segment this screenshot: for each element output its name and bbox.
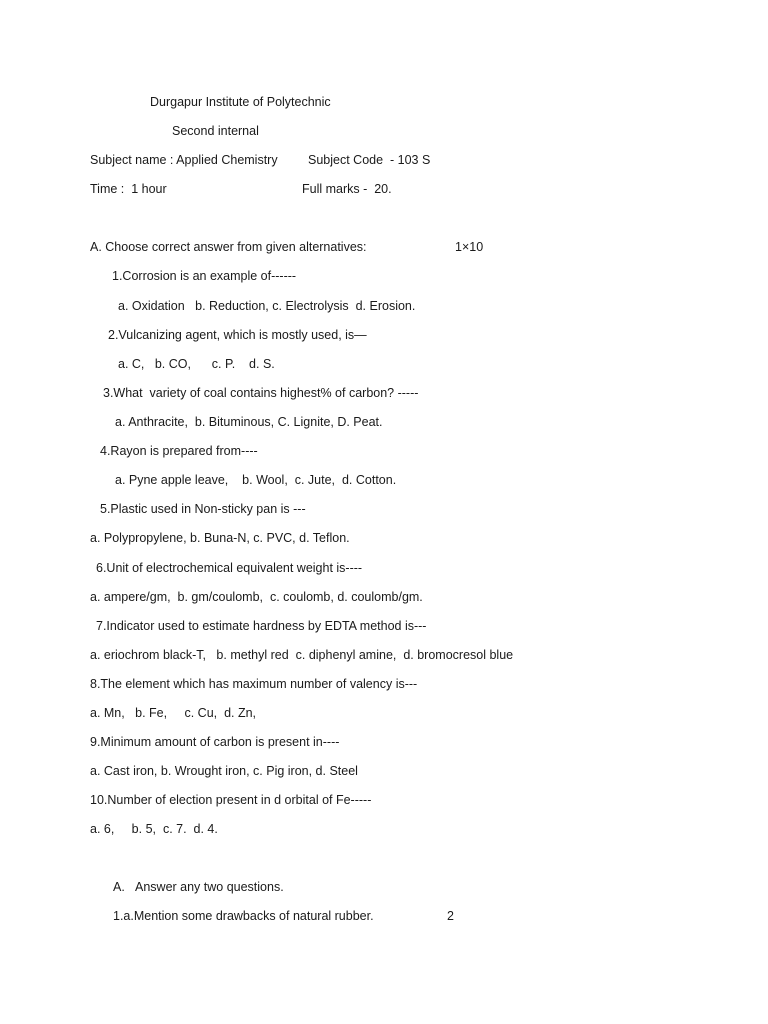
exam-title: Second internal	[172, 124, 259, 138]
section-b-label: A.	[113, 880, 125, 894]
section-b-instruction: Answer any two questions.	[135, 880, 284, 894]
exam-time: Time : 1 hour	[90, 182, 167, 196]
question-2: 2.Vulcanizing agent, which is mostly used, is—	[108, 328, 367, 342]
question-6-options: a. ampere/gm, b. gm/coulomb, c. coulomb, d. coulomb/gm.	[90, 590, 423, 604]
subject-name: Subject name : Applied Chemistry	[90, 153, 278, 167]
question-10: 10.Number of election present in d orbital of Fe-----	[90, 793, 372, 807]
question-9: 9.Minimum amount of carbon is present in----	[90, 735, 340, 749]
question-9-options: a. Cast iron, b. Wrought iron, c. Pig iron, d. Steel	[90, 764, 358, 778]
full-marks: Full marks - 20.	[302, 182, 392, 196]
question-5: 5.Plastic used in Non-sticky pan is ---	[100, 502, 306, 516]
question-5-options: a. Polypropylene, b. Buna-N, c. PVC, d. Teflon.	[90, 531, 350, 545]
question-4-options: a. Pyne apple leave, b. Wool, c. Jute, d. Cotton.	[115, 473, 397, 487]
question-2-options: a. C, b. CO, c. P. d. S.	[118, 357, 275, 371]
question-10-options: a. 6, b. 5, c. 7. d. 4.	[90, 822, 218, 836]
question-8-options: a. Mn, b. Fe, c. Cu, d. Zn,	[90, 706, 257, 720]
institute-name: Durgapur Institute of Polytechnic	[150, 95, 331, 109]
section-a-instruction: A. Choose correct answer from given alternatives:	[90, 240, 367, 254]
question-3: 3.What variety of coal contains highest% of carbon? -----	[103, 386, 419, 400]
question-3-options: a. Anthracite, b. Bituminous, C. Lignite, D. Peat.	[115, 415, 383, 429]
question-7-options: a. eriochrom black-T, b. methyl red c. diphenyl amine, d. bromocresol blue	[90, 648, 514, 662]
subject-code: Subject Code - 103 S	[308, 153, 431, 167]
question-7: 7.Indicator used to estimate hardness by EDTA method is---	[96, 619, 427, 633]
question-4: 4.Rayon is prepared from----	[100, 444, 258, 458]
question-1-options: a. Oxidation b. Reduction, c. Electrolysis d. Erosion.	[118, 299, 416, 313]
section-b-question-1-marks: 2	[447, 909, 454, 923]
question-8: 8.The element which has maximum number of valency is---	[90, 677, 418, 691]
question-1: 1.Corrosion is an example of------	[112, 269, 297, 283]
section-a-marks: 1×10	[455, 240, 484, 254]
section-b-question-1: 1.a.Mention some drawbacks of natural rubber.	[113, 909, 374, 923]
question-6: 6.Unit of electrochemical equivalent weight is----	[96, 561, 363, 575]
